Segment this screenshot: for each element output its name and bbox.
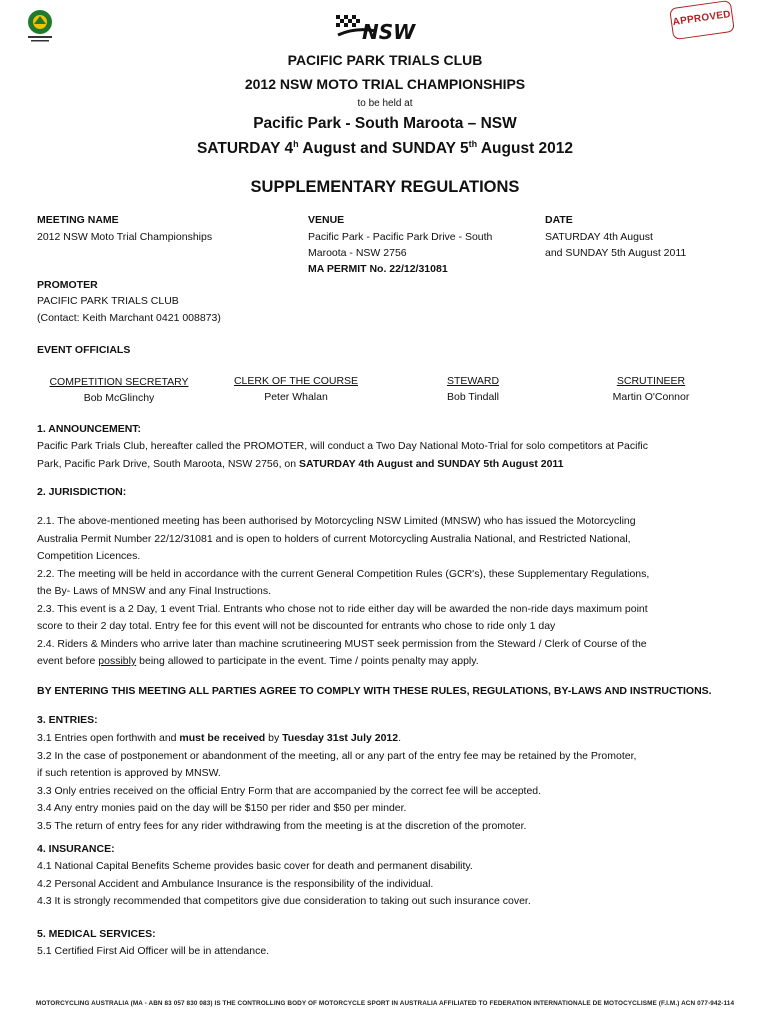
- promoter-label: PROMOTER: [37, 279, 98, 291]
- page-footer: MOTORCYCLING AUSTRALIA (MA - ABN 83 057 830 083) IS THE CONTROLLING BODY OF MOTORCYCLE SPORT IN AUSTRALIA AFFILIATED TO FEDERATION INTERNATIONALE DE MOTOCYCLISME (F.I.M.) ACN 077-942-114: [35, 1000, 735, 1007]
- meeting-name-value: 2012 NSW Moto Trial Championships: [37, 231, 213, 243]
- held-at: to be held at: [357, 98, 413, 109]
- event-officials-label: EVENT OFFICIALS: [37, 344, 131, 356]
- entries-heading: 3. ENTRIES:: [37, 714, 98, 726]
- insurance-list: 4.1 National Capital Benefits Scheme provides basic cover for death and permanent disability. 4.2 Personal Accident and Ambulance Insurance is the responsibility of the individual. 4.3 It is strongly recommended that competitors give due consideration to taking out such insurance cover.: [37, 860, 531, 907]
- event-location: Pacific Park - South Maroota – NSW: [253, 115, 517, 132]
- official-name-steward: Bob Tindall: [447, 391, 499, 403]
- motorcycling-australia-logo: [22, 8, 58, 44]
- approved-stamp: APPROVED: [669, 0, 735, 40]
- promoter-contact: (Contact: Keith Marchant 0421 008873): [37, 312, 221, 324]
- official-role-clerk: CLERK OF THE COURSE: [233, 375, 359, 387]
- official-role-steward: STEWARD: [446, 375, 500, 387]
- event-title: 2012 NSW MOTO TRIAL CHAMPIONSHIPS: [244, 76, 526, 92]
- jurisdiction-2-1: 2.1. The above-mentioned meeting has been authorised by Motorcycling NSW Limited (MNSW) who has issued the Motorcycling Australia Permit Number 22/12/31081 and is open to holders of current Motorcycling Australia National, and Restricted National, Competition Licences. 2.2. The meeting will be held in accordance with the current General Competition Rules (GCR's), these Supplementary Regulations, the By- Laws of MNSW and any Final Instructions. 2.3. This event is a 2 Day, 1 event Trial. Entrants who chose not to ride either day will be awarded the non-ride days maximum point score to their 2 day total. Entry fee for this event will not be discounted for entrants who chose to ride only 1 day 2.4. Riders & Minders who arrive later than machine scrutineering MUST seek permission from the Steward / Clerk of Course of the event before possibly being allowed to participate in the event. Time / points penalty may apply.: [37, 515, 650, 667]
- official-role-secretary: COMPETITION SECRETARY: [49, 376, 189, 388]
- announcement-heading: 1. ANNOUNCEMENT:: [37, 423, 142, 435]
- document-title: SUPPLEMENTARY REGULATIONS: [250, 178, 520, 196]
- venue-line2: Maroota - NSW 2756: [308, 247, 407, 259]
- ma-permit: MA PERMIT No. 22/12/31081: [308, 263, 448, 275]
- promoter-name: PACIFIC PARK TRIALS CLUB: [37, 295, 179, 307]
- official-name-secretary: Bob McGlinchy: [83, 392, 155, 404]
- announcement-line2: Park, Pacific Park Drive, South Maroota, NSW 2756, on SATURDAY 4th August and SUNDAY 5th August 2011: [37, 458, 564, 470]
- event-dates: SATURDAY 4$^h$ August and SUNDAY 5th August 2012: [196, 139, 574, 158]
- agreement-statement: BY ENTERING THIS MEETING ALL PARTIES AGREE TO COMPLY WITH THESE RULES, REGULATIONS, BY-LAWS AND INSTRUCTIONS.: [37, 685, 712, 697]
- motorcycling-nsw-logo: [336, 13, 424, 45]
- announcement-line1: Pacific Park Trials Club, hereafter called the PROMOTER, will conduct a Two Day National Moto-Trial for solo competitors at Pacific: [37, 440, 648, 452]
- date-label: DATE: [545, 214, 573, 226]
- date-line2: and SUNDAY 5th August 2011: [545, 247, 687, 259]
- svg-text:NSW: NSW: [362, 20, 416, 44]
- official-role-scrutineer: SCRUTINEER: [616, 375, 686, 387]
- official-name-scrutineer: Martin O'Connor: [612, 391, 690, 403]
- date-line1: SATURDAY 4th August: [545, 231, 653, 243]
- club-name: PACIFIC PARK TRIALS CLUB: [287, 52, 483, 68]
- venue-line1: Pacific Park - Pacific Park Drive - South: [308, 231, 493, 243]
- venue-label: VENUE: [308, 214, 345, 226]
- medical-5-1: 5.1 Certified First Aid Officer will be in attendance.: [37, 945, 270, 957]
- jurisdiction-heading: 2. JURISDICTION:: [37, 486, 127, 498]
- insurance-heading: 4. INSURANCE:: [37, 843, 115, 855]
- official-name-clerk: Peter Whalan: [264, 391, 328, 403]
- medical-heading: 5. MEDICAL SERVICES:: [37, 928, 156, 940]
- entries-list: 3.1 Entries open forthwith and must be received by Tuesday 31st July 2012. 3.2 In the case of postponement or abandonment of the meeting, all or any part of the entry fee may be retained by the Promoter, if such retention is approved by MNSW. 3.3 Only entries received on the official Entry Form that are accompanied by the correct fee will be accepted. 3.4 Any entry monies paid on the day will be $150 per rider and $50 per minder. 3.5 The return of entry fees for any rider withdrawing from the meeting is at the discretion of the promoter.: [37, 732, 637, 832]
- meeting-name-label: MEETING NAME: [37, 214, 119, 226]
